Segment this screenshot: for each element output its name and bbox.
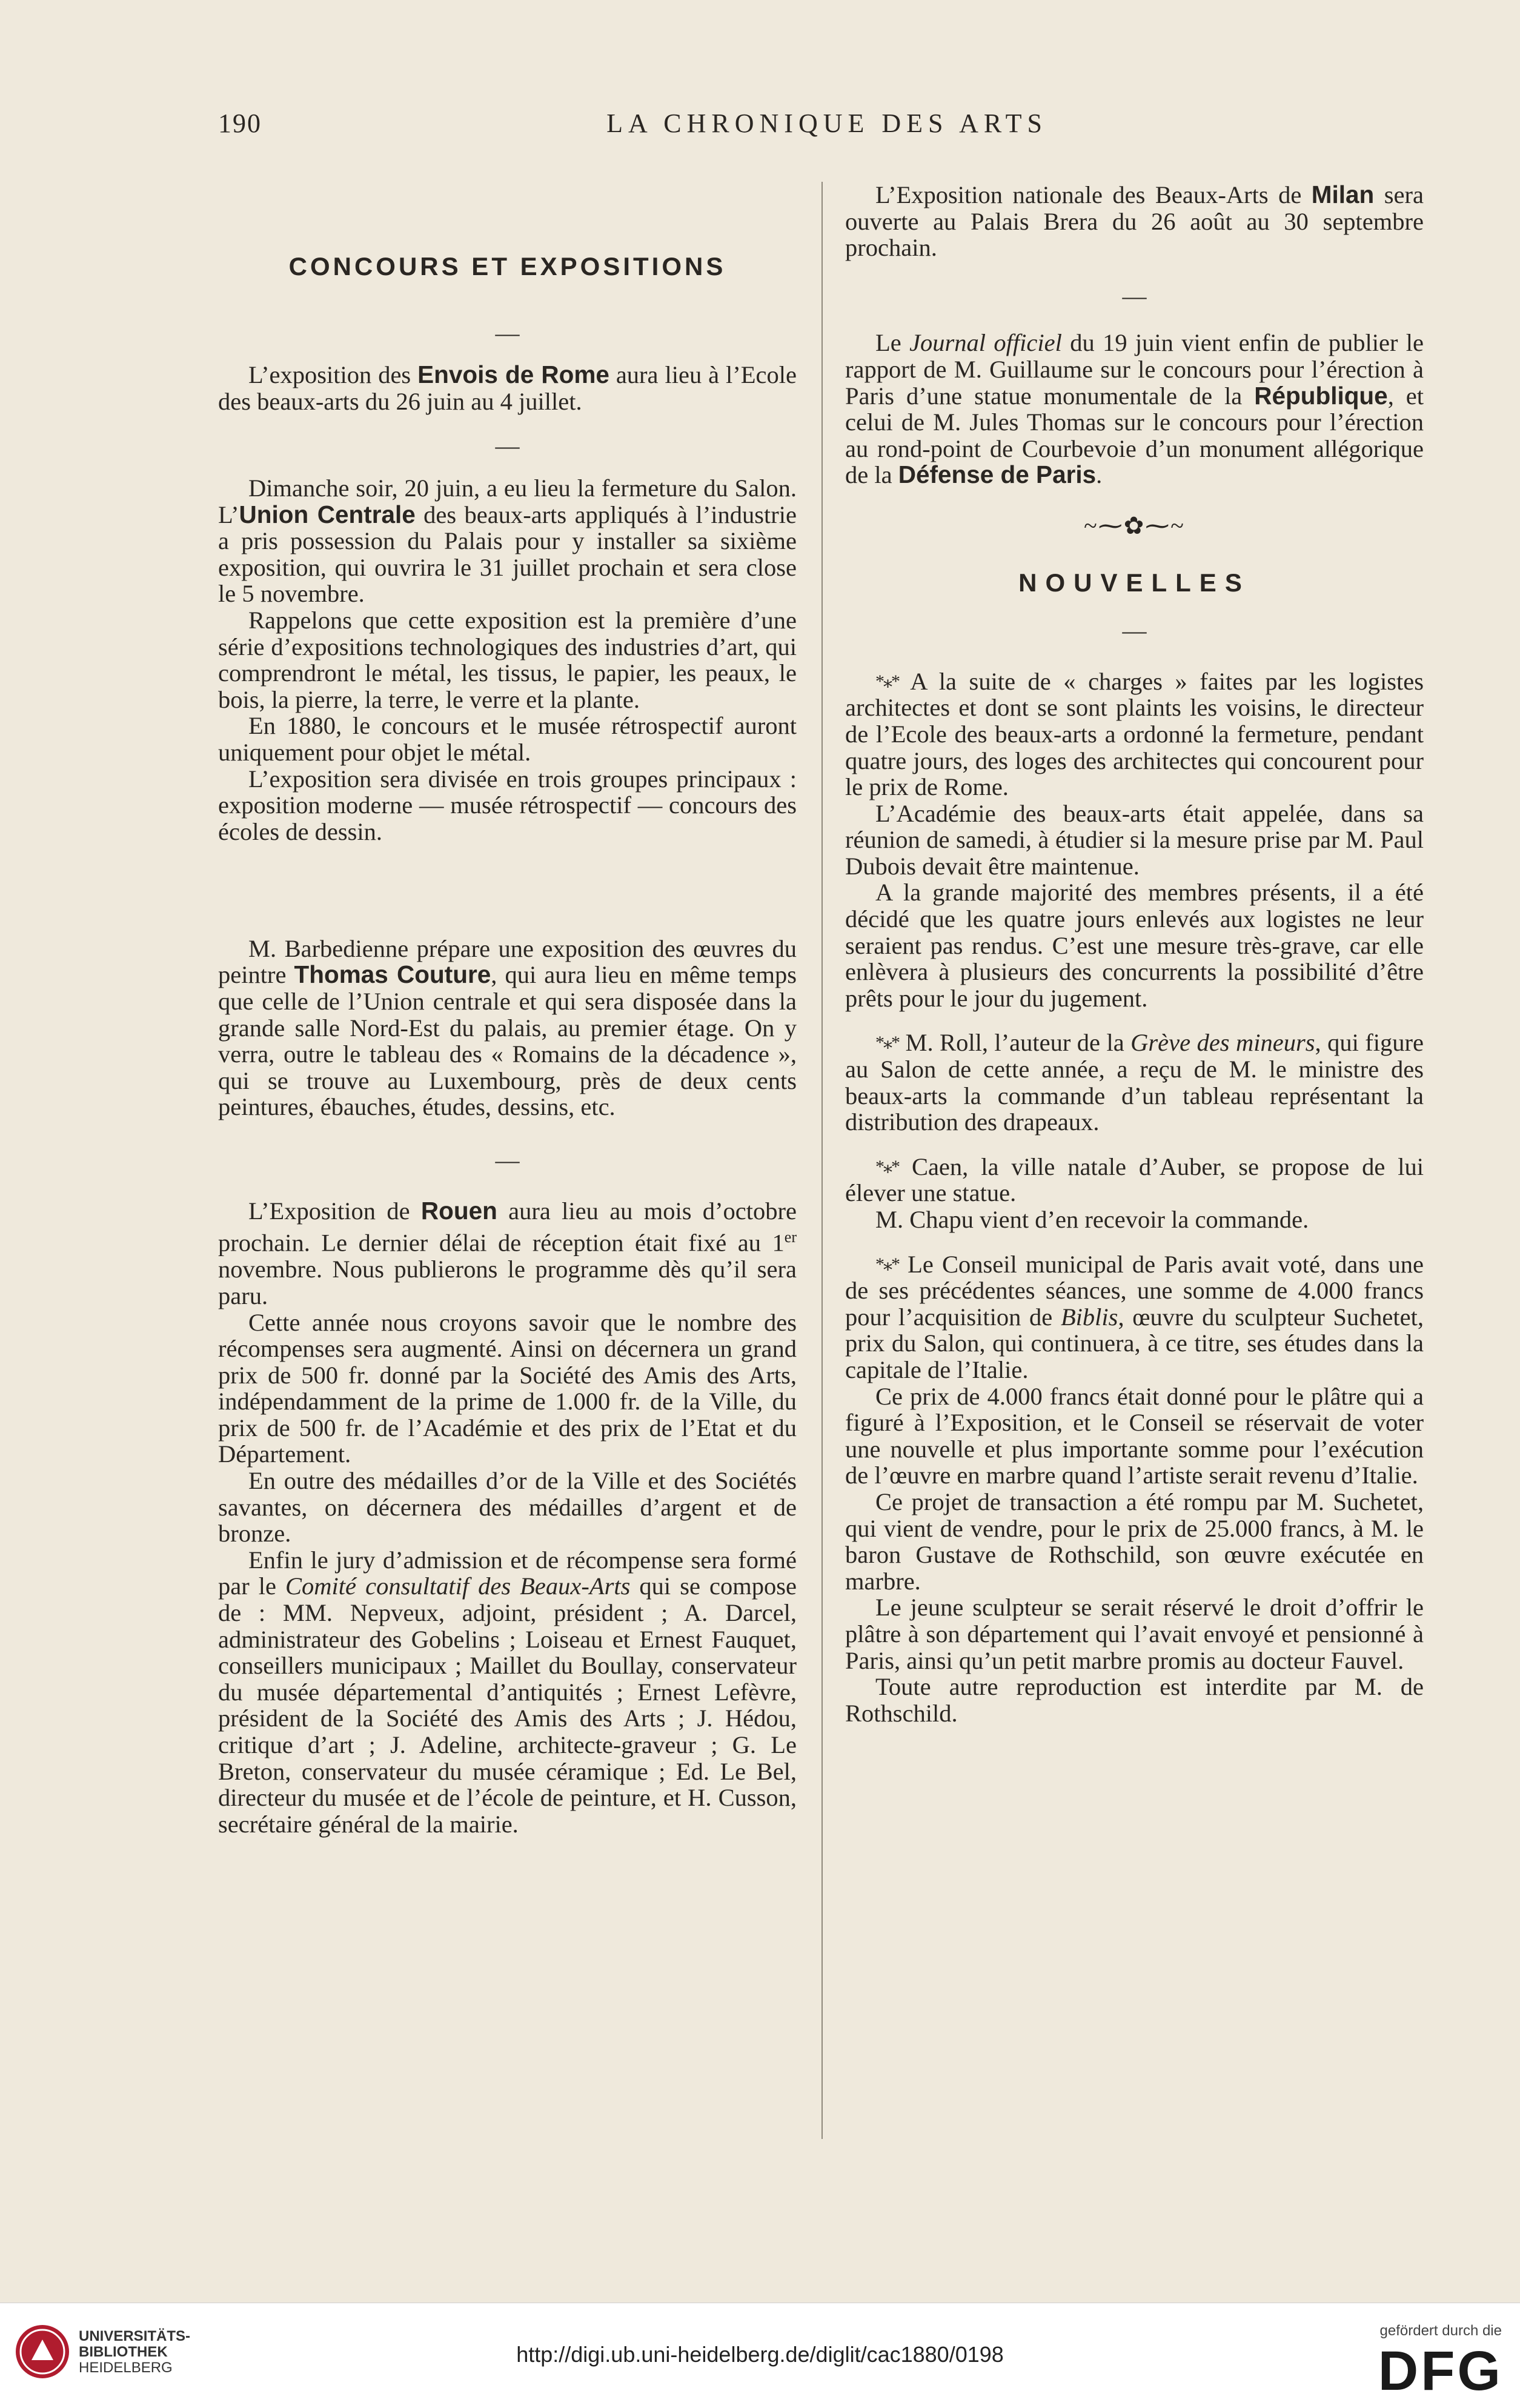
separator-dash: — [495, 319, 520, 347]
paragraph-milan: L’Exposition nationale des Beaux-Arts de Milan sera ouverte au Palais Brera du 26 août au 30 septembre prochain. [845, 181, 1424, 262]
institution-name: UNIVERSITÄTS- BIBLIOTHEK HEIDELBERG [79, 2328, 191, 2376]
paragraph-1880: En 1880, le concours et le musée rétrospectif auront uniquement pour objet le métal. [218, 712, 797, 766]
journal-title: LA CHRONIQUE DES ARTS [606, 108, 1047, 138]
section-title-concours: CONCOURS ET EXPOSITIONS [288, 252, 726, 281]
source-url-link[interactable]: http://digi.ub.uni-heidelberg.de/diglit/cac1880/0198 [516, 2342, 1004, 2367]
news-conseil: *⁎* Le Conseil municipal de Paris avait voté, dans une de ses précédentes séances, une somme de 4.000 francs pour l’acquisition de Biblis, œuvre du sculpteur Suchetet, prix du Salon, qui continuera, à ce titre, ses études dans la capitale de l’Italie. [845, 1250, 1424, 1383]
news-reproduction: Toute autre reproduction est interdite par M. de Rothschild. [845, 1673, 1424, 1727]
running-head [218, 108, 1436, 150]
paragraph-journal-officiel: Le Journal officiel du 19 juin vient enfin de publier le rapport de M. Guillaume sur le concours pour l’érection à Paris d’une statue monumentale de la République, et celui de M. Jules Thomas sur le concours pour l’érection au rond-point de Courbevoie d’un monument allégorique de la Défense de Paris. [845, 329, 1424, 489]
left-column [218, 182, 797, 1837]
separator-dash: — [1122, 282, 1147, 310]
asterism-icon: *⁎* [875, 1156, 899, 1177]
paragraph-jury: Enfin le jury d’admission et de récompense sera formé par le Comité consultatif des Beaux-Arts qui se compose de : MM. Nepveux, adjoint, président ; A. Darcel, administrateur des Gobelins ; Loiseau et Ernest Fauquet, conseillers municipaux ; Maillet du Boullay, conservateur du musée départemental d’antiquités ; Ernest Lefèvre, président de la Société des Amis des Arts ; J. Hédou, critique d’art ; J. Adeline, architecte-graveur ; G. Le Breton, conservateur du musée céramique ; Ed. Le Bel, directeur du musée et de l’école de peinture, et H. Cusson, secrétaire général de la mairie. [218, 1546, 797, 1838]
separator-dash: — [495, 432, 520, 460]
right-column [845, 182, 1424, 1726]
section-title-nouvelles: NOUVELLES [1018, 568, 1250, 597]
asterism-icon: *⁎* [875, 1033, 899, 1053]
news-caen: *⁎* Caen, la ville natale d’Auber, se propose de lui élever une statue. [845, 1152, 1424, 1207]
separator-dash: — [1122, 617, 1147, 645]
paragraph-union-centrale: Dimanche soir, 20 juin, a eu lieu la fermeture du Salon. L’Union Centrale des beaux-arts appliqués à l’industrie a pris possession du Palais pour y installer sa sixième exposition, qui ouvrira le 31 juillet prochain et sera close le 5 novembre. [218, 474, 797, 608]
column-rule [821, 182, 823, 2139]
news-majorite: A la grande majorité des membres présents, il a été décidé que les quatre jours enlevés aux logistes ne leur seraient pas rendus. C’est une mesure très-grave, car elle enlèvera à plusieurs des concurrents la possibilité d’être prêts pour le jour du jugement. [845, 879, 1424, 1012]
news-sculpteur: Le jeune sculpteur se serait réservé le droit d’offrir le plâtre à son département qui l’avait envoyé et pensionné à Paris, ainsi qu’un petit marbre promis au docteur Fauvel. [845, 1594, 1424, 1674]
paragraph-recompenses: Cette année nous croyons savoir que le nombre des récompenses sera augmenté. Ainsi on décernera un grand prix de 500 fr. donné par la Société des Amis des Arts, indépendamment de la prime de 1.000 fr. de la Ville, du prix de 500 fr. de l’Académie et des prix de l’Etat et du Département. [218, 1308, 797, 1468]
paragraph-groupes: L’exposition sera divisée en trois groupes principaux : exposition moderne — musée rétrospectif — concours des écoles de dessin. [218, 765, 797, 845]
asterism-icon: *⁎* [875, 1254, 899, 1274]
paragraph-rouen: L’Exposition de Rouen aura lieu au mois d’octobre prochain. Le dernier délai de réception était fixé au 1er novembre. Nous publierons le programme dès qu’il sera paru. [218, 1196, 797, 1309]
news-chapu: M. Chapu vient d’en recevoir la commande. [875, 1206, 1309, 1233]
digitization-footer [0, 2303, 1520, 2408]
dfg-logo: DFG [1378, 2340, 1503, 2402]
asterism-icon: *⁎* [875, 671, 899, 691]
paragraph-rappelons: Rappelons que cette exposition est la première d’une série d’expositions technologiques des industries d’art, qui comprendront le métal, les tissus, le papier, les peaux, le bois, la pierre, la terre, le verre et la plante. [218, 606, 797, 713]
paragraph-medailles: En outre des médailles d’or de la Ville et des Sociétés savantes, on décernera des médailles d’argent et de bronze. [218, 1467, 797, 1548]
news-academie: L’Académie des beaux-arts était appelée, dans sa réunion de samedi, à étudier si la mesure prise par M. Paul Dubois devait être maintenue. [845, 799, 1424, 880]
page-number: 190 [218, 108, 262, 138]
paragraph-barbedienne: M. Barbedienne prépare une exposition des œuvres du peintre Thomas Couture, qui aura lieu en même temps que celle de l’Union centrale et qui sera disposée dans la grande salle Nord-Est du palais, au premier étage. On y verra, outre le tableau des « Romains de la décadence », qui se trouve au Luxembourg, près de deux cents peintures, ébauches, études, dessins, etc. [218, 934, 797, 1121]
news-transaction: Ce projet de transaction a été rompu par M. Suchetet, qui vient de vendre, pour le prix de 25.000 francs, à M. le baron Gustave de Rothschild, son œuvre exécutée en marbre. [845, 1488, 1424, 1595]
separator-dash: — [495, 1146, 520, 1174]
news-roll: *⁎* M. Roll, l’auteur de la Grève des mineurs, qui figure au Salon de cette année, a reçu de M. le ministre des beaux-arts la commande d’un tableau représentant la distribution des drapeaux. [845, 1029, 1424, 1136]
news-charges: *⁎* A la suite de « charges » faites par les logistes architectes et dont se sont plaints les voisins, le directeur de l’Ecole des beaux-arts a ordonné la fermeture, pendant quatre jours, des loges des architectes qui concourent pour le prix de Rome. [845, 667, 1424, 801]
news-prix: Ce prix de 4.000 francs était donné pour le plâtre qui a figuré à l’Exposition, et le Conseil se réservait de voter une nouvelle et plus importante somme pour l’exécution de l’œuvre en marbre quand l’artiste serait revenu d’Italie. [845, 1382, 1424, 1489]
fleuron-ornament: ~⁓✿⁓~ [1084, 511, 1185, 539]
funder-note: gefördert durch die [1379, 2323, 1502, 2339]
paragraph-envois-de-rome: L’exposition des Envois de Rome aura lieu à l’Ecole des beaux-arts du 26 juin au 4 juillet. [218, 361, 797, 415]
